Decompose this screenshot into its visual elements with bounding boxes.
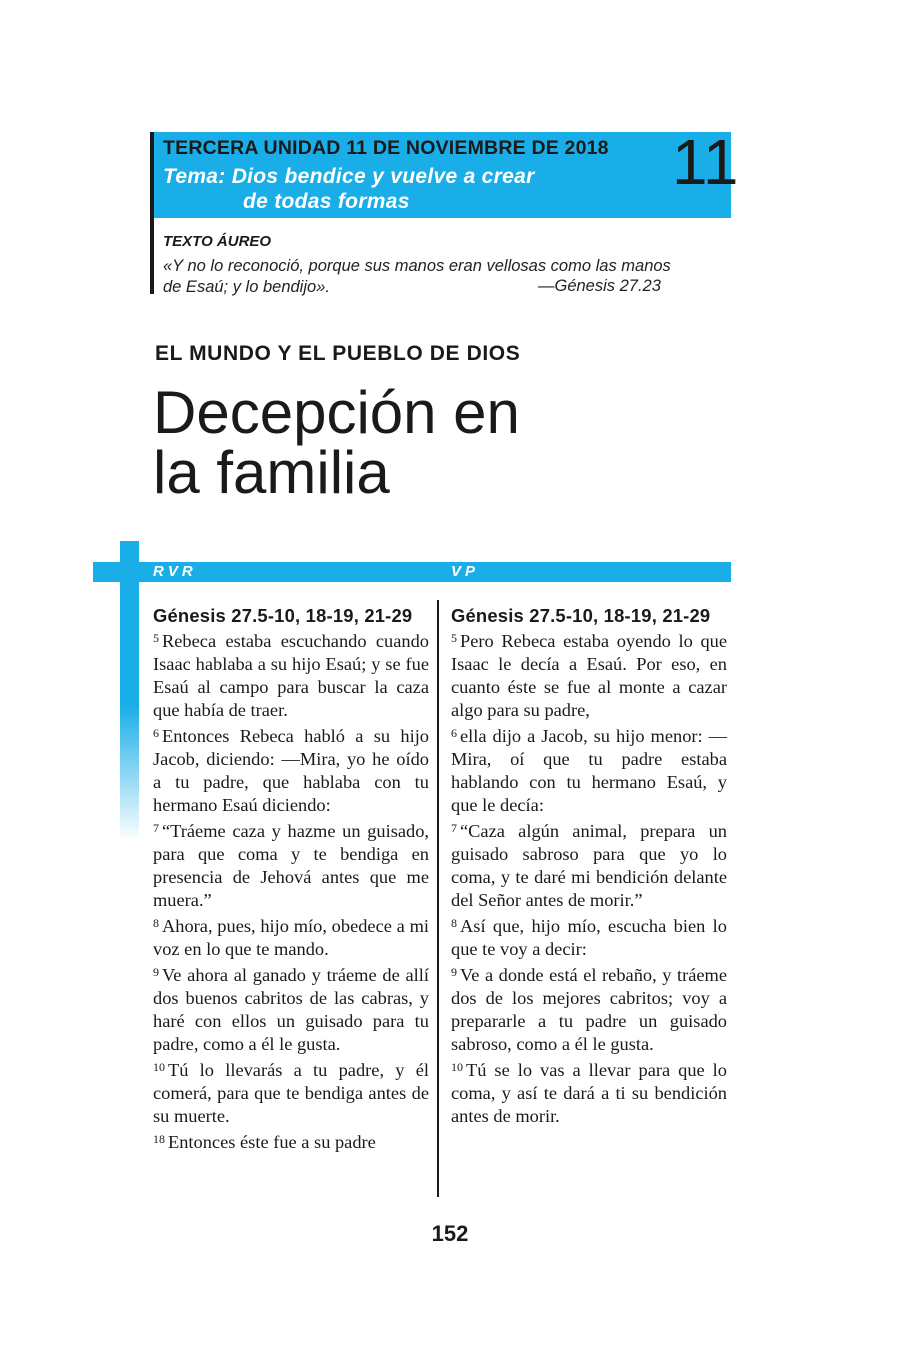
theme-line-1: Tema: Dios bendice y vuelve a crear [163,165,535,188]
verse-number: 7 [153,821,159,835]
rvr-column [153,604,429,1154]
vp-verse [451,627,727,722]
rvr-verse [153,1128,429,1154]
vp-verse [451,1056,727,1128]
version-label-vp: VP [451,563,480,580]
theme-line-2: de todas formas [243,190,410,213]
vp-verse [451,912,727,961]
version-label-rvr: RVR [153,563,197,580]
golden-text-rule [150,218,154,294]
verse-text: Ahora, pues, hijo mío, obedece a mi voz en lo que te mando. [153,916,429,959]
lesson-number: 11 [672,126,739,198]
verse-text: ella dijo a Jacob, su hijo menor: —Mira, oí que tu padre estaba hablando con tu hermano Esaú, y que le decía: [451,726,727,815]
verse-number: 7 [451,821,457,835]
verse-text: Ve ahora al ganado y tráeme de allí dos buenos cabritos de las cabras, y haré con ellos un guisado para tu padre, como a él le gusta. [153,965,429,1054]
rvr-verse [153,961,429,1056]
verse-number: 6 [451,726,457,740]
rvr-verse [153,1056,429,1128]
verse-number: 10 [451,1060,463,1074]
verse-number: 10 [153,1060,165,1074]
verse-text: Rebeca estaba escuchando cuando Isaac hablaba a su hijo Esaú; y se fue Esaú al campo para buscar la caza que había de traer. [153,631,429,720]
vp-column [451,604,727,1128]
verse-number: 9 [451,965,457,979]
verse-number: 5 [451,631,457,645]
verse-text: Así que, hijo mío, escucha bien lo que te voy a decir: [451,916,727,959]
verse-number: 5 [153,631,159,645]
vp-verse-list [451,627,727,1128]
vp-verse [451,817,727,912]
verse-text: Tú se lo vas a llevar para que lo coma, y así te dará a ti su bendición antes de morir. [451,1060,727,1126]
verse-number: 8 [451,916,457,930]
rvr-verse [153,722,429,817]
rvr-verse [153,817,429,912]
golden-text-label: TEXTO ÁUREO [163,233,272,250]
column-divider [437,600,439,1197]
golden-text-reference: —Génesis 27.23 [538,277,661,295]
verse-text: Entonces Rebeca habló a su hijo Jacob, diciendo: —Mira, yo he oído a tu padre, que hablaba con tu hermano Esaú diciendo: [153,726,429,815]
vp-verse [451,722,727,817]
rvr-verse [153,912,429,961]
verse-text: “Tráeme caza y hazme un guisado, para que coma y te bendiga en presencia de Jehová antes que me muera.” [153,821,429,910]
unit-date-line: TERCERA UNIDAD 11 DE NOVIEMBRE DE 2018 [163,137,609,159]
cross-vertical-bar [120,541,139,841]
rvr-verse-list [153,627,429,1154]
verse-number: 9 [153,965,159,979]
verse-number: 8 [153,916,159,930]
lesson-title [153,379,673,506]
section-kicker: EL MUNDO Y EL PUEBLO DE DIOS [155,342,521,365]
verse-text: Tú lo llevarás a tu padre, y él comerá, para que te bendiga antes de su muerte. [153,1060,429,1126]
verse-text: Entonces éste fue a su padre [168,1132,376,1152]
golden-text-quote: «Y no lo reconoció, porque sus manos eran vellosas como las manos de Esaú; y lo bendijo». [163,257,671,296]
rvr-passage-reference: Génesis 27.5-10, 18-19, 21-29 [153,605,413,626]
vp-verse [451,961,727,1056]
page-number: 152 [431,1221,469,1246]
rvr-verse [153,627,429,722]
verse-number: 6 [153,726,159,740]
vp-passage-reference: Génesis 27.5-10, 18-19, 21-29 [451,605,711,626]
verse-text: “Caza algún animal, prepara un guisado sabroso para que yo lo coma, y te daré mi bendición delante del Señor antes de morir.” [451,821,727,910]
lesson-title-line-1: Decepción en [153,379,520,446]
verse-text: Pero Rebeca estaba oyendo lo que Isaac le decía a Esaú. Por eso, en cuanto éste se fue al monte a cazar algo para su padre, [451,631,727,720]
verse-text: Ve a donde está el rebaño, y tráeme dos de los mejores cabritos; voy a prepararle a tu padre un guisado sabroso, como a él le gusta. [451,965,727,1054]
verse-number: 18 [153,1132,165,1146]
lesson-title-line-2: la familia [153,439,390,506]
